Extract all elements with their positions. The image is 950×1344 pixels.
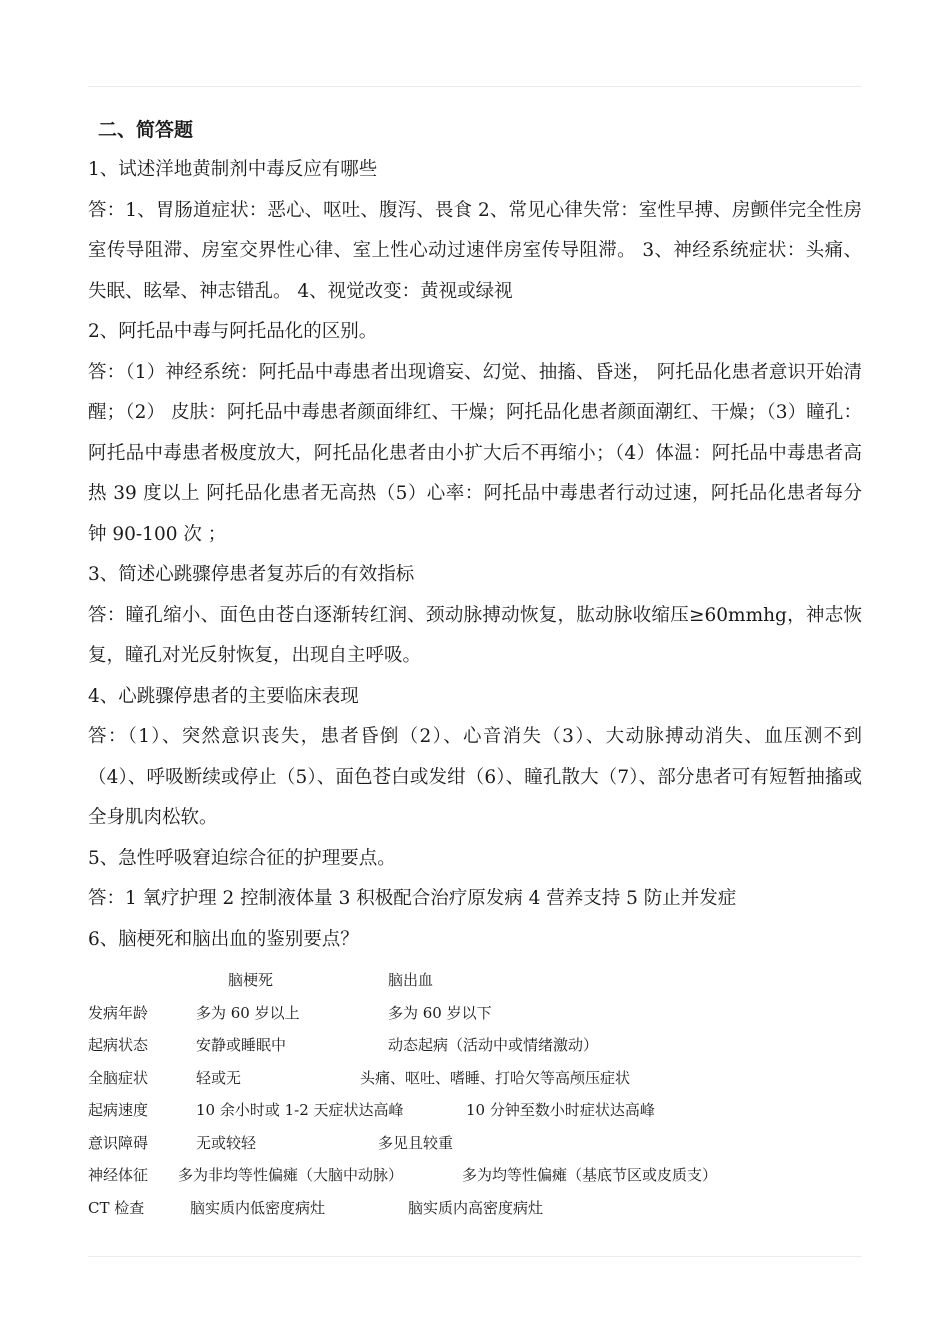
comparison-table (88, 964, 862, 1224)
table-row-label: CT 检查 (88, 1198, 145, 1217)
answer-2: 答：（1）神经系统：阿托品中毒患者出现谵妄、幻觉、抽搐、昏迷， 阿托品化患者意识开始清醒；（2） 皮肤：阿托品中毒患者颜面绯红、干燥；阿托品化患者颜面潮红、干燥；（3）瞳孔：阿托品中毒患者极度放大，阿托品化患者由小扩大后不再缩小；（4）体温：阿托品中毒患者高热 39 度以上 阿托品化患者无高热（5）心率：阿托品中毒患者行动过速，阿托品化患者每分钟 90-100 次 ； (88, 361, 862, 545)
table-row (88, 1127, 862, 1160)
document-body (88, 110, 862, 1224)
table-row-label: 神经体征 (88, 1166, 149, 1184)
answer-4: 答：（1）、突然意识丧失，患者昏倒（2）、心音消失（3）、大动脉搏动消失、血压测不到（4）、呼吸断续或停止（5）、面色苍白或发绀（6）、瞳孔散大（7）、部分患者可有短暂抽搐或全身肌肉松软。 (88, 726, 862, 828)
table-cell-infarction: 安静或睡眠中 (196, 1036, 287, 1054)
table-cell-infarction: 无或较轻 (196, 1133, 257, 1152)
top-rule (88, 86, 862, 87)
table-row (88, 1192, 862, 1225)
table-cell-hemorrhage: 动态起病（活动中或情绪激动） (388, 1036, 599, 1054)
table-row-label: 发病年龄 (88, 1003, 149, 1022)
answer-3: 答：瞳孔缩小、面色由苍白逐渐转红润、颈动脉搏动恢复，肱动脉收缩压≥60mmhg，神志恢复，瞳孔对光反射恢复，出现自主呼吸。 (88, 604, 862, 666)
table-row (88, 1029, 862, 1062)
section-title: 二、简答题 (98, 119, 194, 141)
answer-1: 答：1、胃肠道症状：恶心、呕吐、腹泻、畏食 2、常见心律失常：室性早搏、房颤伴完全性房室传导阻滞、房室交界性心律、室上性心动过速伴房室传导阻滞。 3、神经系统症状：头痛、失眠、眩晕、神志错乱。 4、视觉改变：黄视或绿视 (88, 199, 862, 302)
question-1: 1、试述洋地黄制剂中毒反应有哪些 (88, 159, 378, 180)
table-header-infarction: 脑梗死 (228, 971, 274, 989)
table-cell-hemorrhage: 多见且较重 (378, 1133, 454, 1152)
table-cell-hemorrhage: 脑实质内高密度病灶 (408, 1198, 544, 1217)
table-cell-infarction: 多为 60 岁以上 (196, 1003, 300, 1022)
table-row-label: 起病速度 (88, 1101, 149, 1119)
table-row-label: 起病状态 (88, 1036, 149, 1054)
table-cell-hemorrhage: 多为均等性偏瘫（基底节区或皮质支） (462, 1166, 718, 1184)
question-3: 3、简述心跳骤停患者复苏后的有效指标 (88, 564, 415, 585)
table-cell-infarction: 脑实质内低密度病灶 (190, 1198, 326, 1217)
table-cell-hemorrhage: 头痛、呕吐、嗜睡、打哈欠等高颅压症状 (360, 1068, 631, 1087)
table-cell-infarction: 轻或无 (196, 1068, 242, 1087)
question-4: 4、心跳骤停患者的主要临床表现 (88, 685, 359, 707)
table-row-label: 意识障碍 (88, 1133, 149, 1152)
table-row (88, 997, 862, 1030)
answer-5: 答：1 氧疗护理 2 控制液体量 3 积极配合治疗原发病 4 营养支持 5 防止并发症 (88, 888, 737, 909)
table-cell-hemorrhage: 10 分钟至数小时症状达高峰 (466, 1101, 655, 1119)
table-row (88, 1159, 862, 1192)
question-2: 2、阿托品中毒与阿托品化的区别。 (88, 321, 378, 342)
table-cell-infarction: 10 余小时或 1-2 天症状达高峰 (196, 1101, 404, 1119)
table-cell-infarction: 多为非均等性偏瘫（大脑中动脉） (178, 1166, 404, 1184)
question-5: 5、急性呼吸窘迫综合征的护理要点。 (88, 847, 396, 869)
table-header-row (88, 964, 862, 997)
bottom-rule (88, 1256, 862, 1257)
table-row (88, 1062, 862, 1095)
table-header-hemorrhage: 脑出血 (388, 971, 434, 989)
question-6: 6、脑梗死和脑出血的鉴别要点？ (88, 928, 359, 950)
table-row (88, 1094, 862, 1127)
table-cell-hemorrhage: 多为 60 岁以下 (388, 1003, 492, 1022)
table-row-label: 全脑症状 (88, 1068, 149, 1087)
